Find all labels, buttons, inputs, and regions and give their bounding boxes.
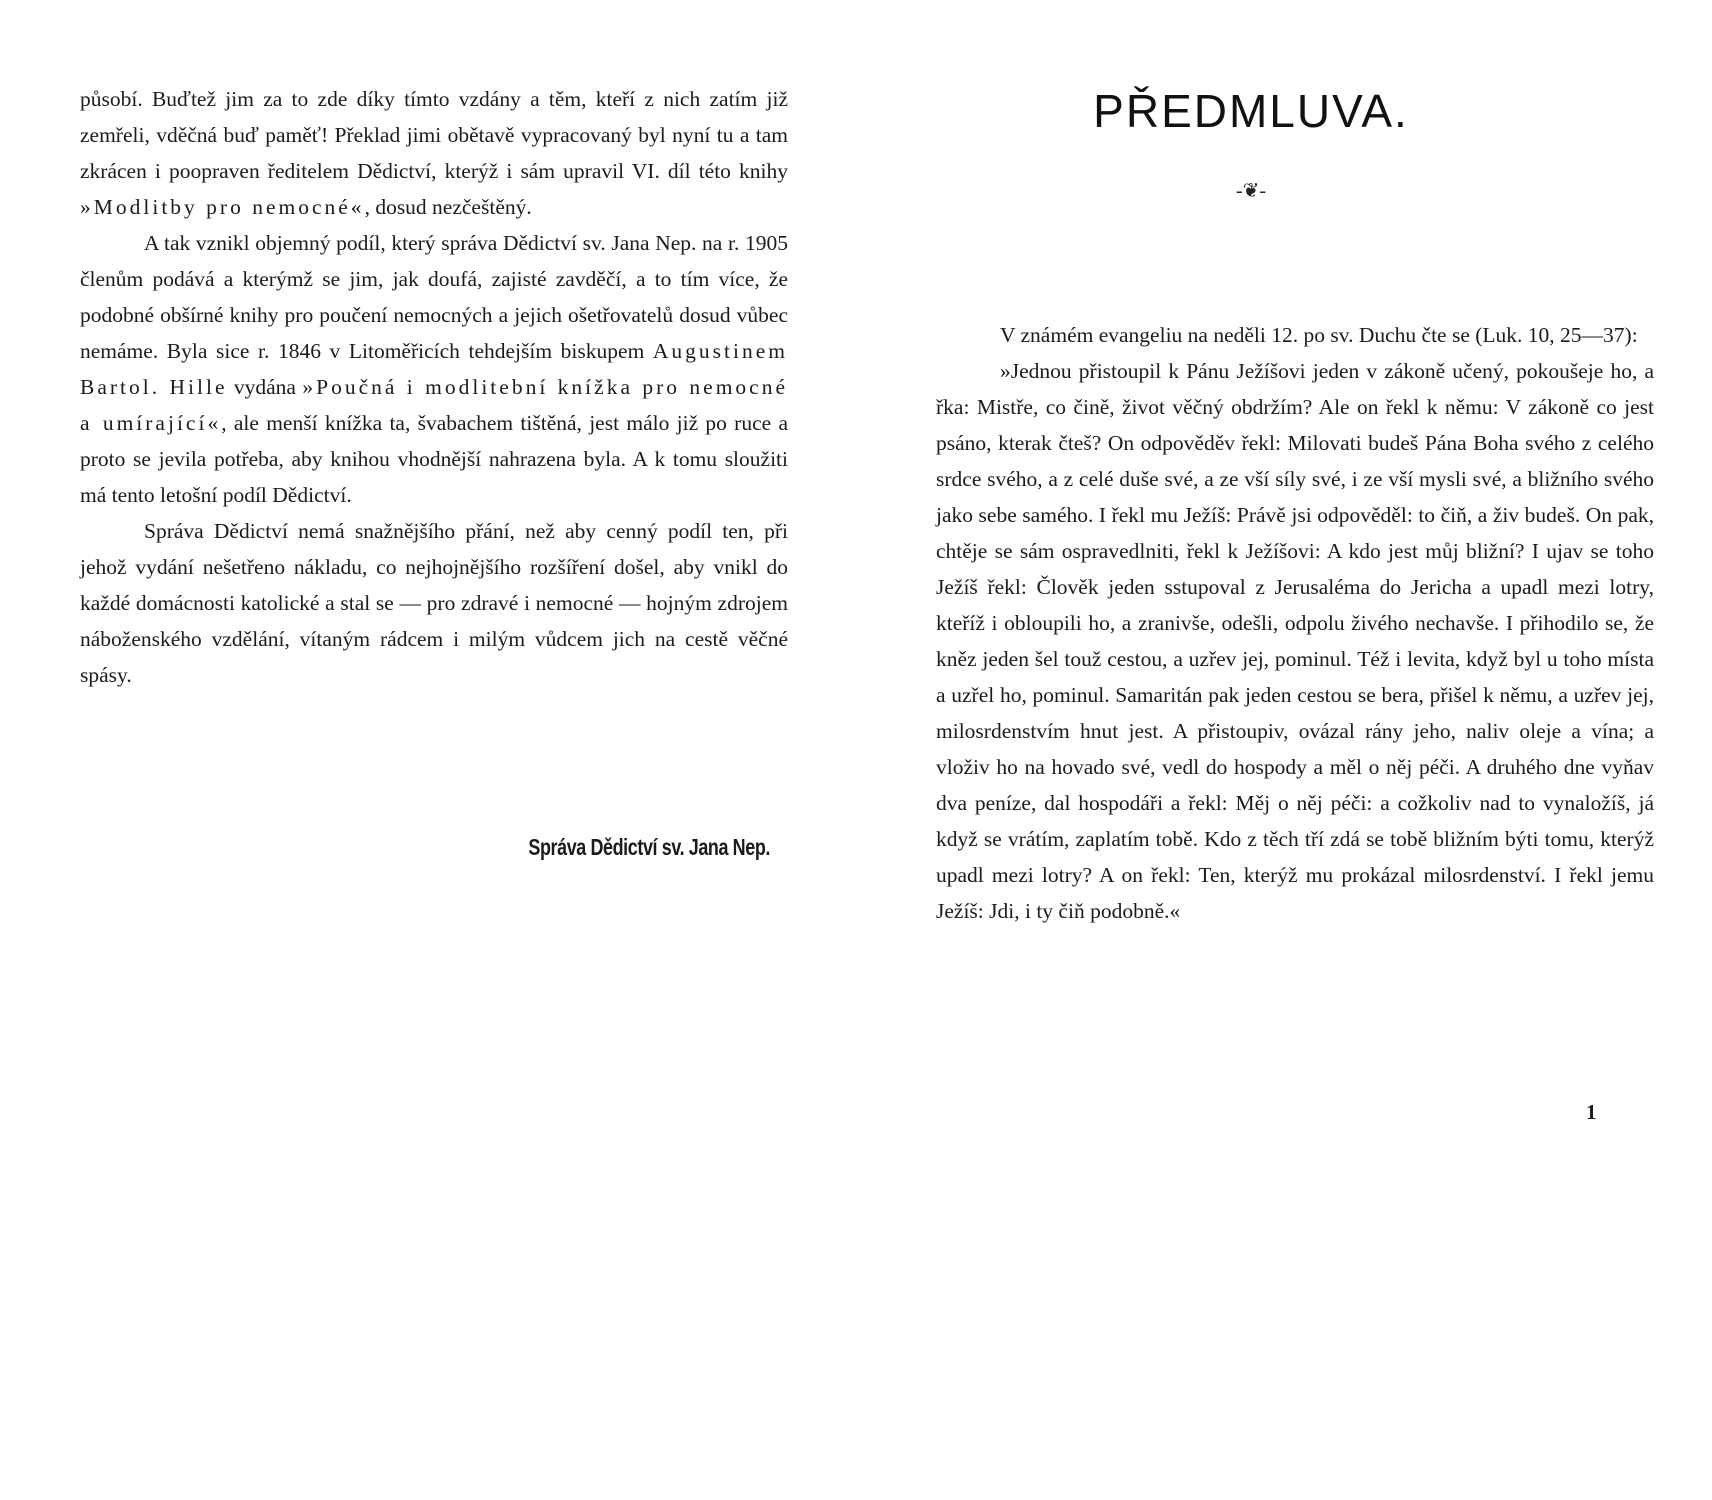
page-number: 1	[1586, 1100, 1597, 1124]
paragraph	[80, 81, 788, 225]
page-title: PŘEDMLUVA.	[1093, 85, 1409, 137]
text-segment: A tak vznikl objemný podíl, který správa Dědictví sv. Jana Nep. na r. 1905 členům podává a kterýmž se jim, jak doufá, zajisté zavděčí, a to tím více, že podobné obšírné knihy pro poučení nemocných a jejich ošetřovatelů dosud vůbec nemáme. Byla sice r. 1846 v Litoměřicích tehdejším biskupem	[80, 231, 788, 363]
spaced-text-segment: »Poučná i modlitební knížka pro nemocné a umírající«	[80, 375, 789, 435]
paragraph	[936, 317, 1654, 353]
right-page-text	[936, 317, 1654, 929]
text-segment: V známém evangeliu na neděli 12. po sv. Duchu čte se (Luk. 10, 25—37):	[1000, 323, 1638, 347]
paragraph	[936, 353, 1654, 929]
text-segment: Správa Dědictví nemá snažnějšího přání, než aby cenný podíl ten, při jehož vydání nešetřeno nákladu, co nejhojnějšího rozšíření došel, aby vnikl do každé domácnosti katolické a stal se — pro zdravé i nemocné — hojným zdrojem náboženského vzdělání, vítaným rádcem i milým vůdcem jich na cestě věčné spásy.	[80, 519, 788, 687]
ornament-icon: -❦-	[1235, 180, 1267, 202]
spaced-text-segment: Augustinem Bartol. Hille	[80, 339, 788, 399]
text-segment: »Jednou přistoupil k Pánu Ježíšovi jeden v zákoně učený, pokoušeje ho, a řka: Mistře, co čině, život věčný obdržím? Ale on řekl k němu: V zákoně co jest psáno, kterak čteš? On odpověděv řekl: Milovati budeš Pána Boha svého z celého srdce svého, a z celé duše své, a ze vší síly své, i ze vší mysli své, a bližního svého jako sebe samého. I řekl mu Ježíš: Právě jsi odpověděl: to čiň, a živ budeš. On pak, chtěje se sám ospravedlniti, řekl k Ježíšovi: A kdo jest můj bližní? I ujav se toho Ježíš řekl: Člověk jeden sstupoval z Jerusaléma do Jericha a upadl mezi lotry, kteříž i obloupili ho, a zranivše, odešli, odpolu živého nechavše. I přihodilo se, že kněz jeden šel touž cestou, a uzřev jej, pominul. Též i levita, když byl u toho místa a uzřel ho, pominul. Samaritán pak jeden cestou se bera, přišel k němu, a uzřev jej, milosrdenstvím hnut jest. A přistoupiv, ovázal rány jeho, naliv oleje a vína; a vloživ ho na hovado své, vedl do hospody a měl o něj péči. A druhého dne vyňav dva peníze, dal hospodáři a řekl: Měj o něj péči: a cožkoliv nad to vynaložíš, já když se vrátím, zaplatím tobě. Kdo z těch tří zdá se tobě bližním býti tomu, kterýž upadl mezi lotry? A on řekl: Ten, kterýž mu prokázal milosrdenství. I řekl jemu Ježíš: Jdi, i ty čiň podobně.«	[936, 359, 1654, 923]
spaced-text-segment: »Modlitby pro nemocné«	[80, 195, 365, 219]
right-page	[856, 0, 1712, 1500]
left-page-text	[80, 81, 788, 693]
text-segment: , dosud nezčeštěný.	[364, 195, 532, 219]
text-segment: vydána	[227, 375, 303, 399]
paragraph	[80, 225, 788, 513]
paragraph	[80, 513, 788, 693]
signature: Správa Dědictví sv. Jana Nep.	[528, 834, 770, 860]
text-segment: , ale menší knížka ta, švabachem tištěná, jest málo již po ruce a proto se jevila potřeba, aby knihou vhodnější nahrazena byla. A k tomu sloužiti má tento letošní podíl Dědictví.	[80, 411, 789, 507]
text-segment: působí. Buďtež jim za to zde díky tímto vzdány a těm, kteří z nich zatím již zemřeli, vděčná buď paměť! Překlad jimi obětavě vypracovaný byl nyní tu a tam zkrácen i poopraven ředitelem Dědictví, kterýž i sám upravil VI. díl této knihy	[80, 87, 788, 183]
